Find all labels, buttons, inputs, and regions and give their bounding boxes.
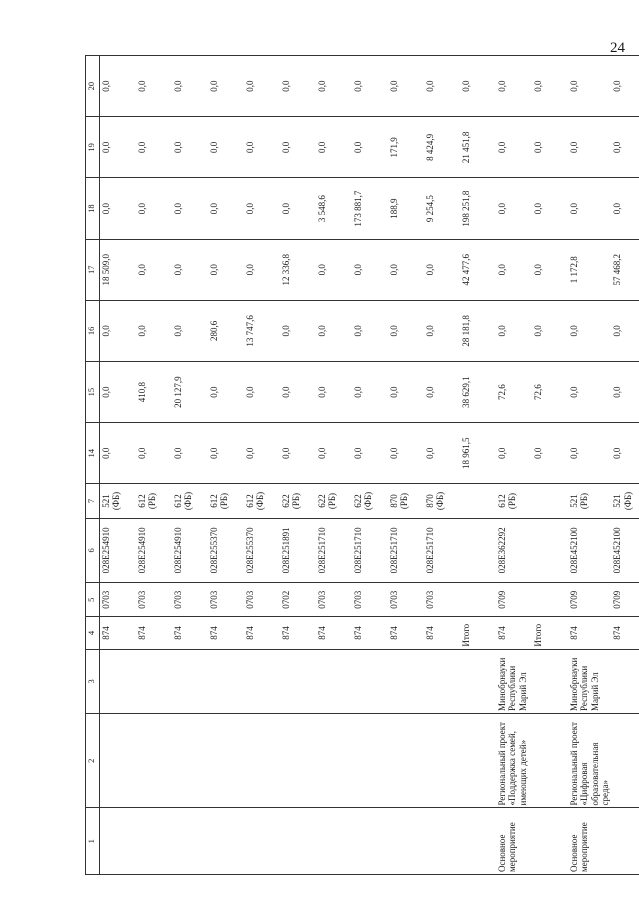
cell-c1: Основное мероприятие xyxy=(496,808,532,875)
value-cell: 0,0 xyxy=(280,117,316,178)
cell-c3: Минобрнауки Республики Марий Эл xyxy=(496,649,532,713)
value-cell: 0,0 xyxy=(280,178,316,239)
value-cell: 0,0 xyxy=(100,423,137,484)
value-cell: 0,0 xyxy=(388,239,424,300)
value-cell: 0,0 xyxy=(208,117,244,178)
cell-c4: 874 xyxy=(611,617,639,649)
value-cell: 0,0 xyxy=(136,117,172,178)
value-cell: 0,0 xyxy=(424,362,460,423)
value-cell: 0,0 xyxy=(496,178,532,239)
value-cell: 3 548,6 xyxy=(316,178,352,239)
header-row xyxy=(86,56,100,875)
value-cell: 0,0 xyxy=(611,362,639,423)
cell-c5 xyxy=(460,583,496,617)
cell-c4: 874 xyxy=(388,617,424,649)
table-row xyxy=(136,56,172,875)
value-cell: 0,0 xyxy=(244,362,280,423)
table-row xyxy=(100,56,137,875)
value-cell: 0,0 xyxy=(496,300,532,361)
table-row xyxy=(352,56,388,875)
cell-c3 xyxy=(100,649,137,713)
page-number: 24 xyxy=(610,40,625,56)
value-cell: 0,0 xyxy=(611,56,639,117)
cell-c4: 874 xyxy=(496,617,532,649)
value-cell: 72,6 xyxy=(496,362,532,423)
cell-c4: 874 xyxy=(244,617,280,649)
value-cell: 18 961,5 xyxy=(460,423,496,484)
cell-c3 xyxy=(460,649,496,713)
column-header: 14 xyxy=(86,423,100,484)
value-cell: 0,0 xyxy=(280,300,316,361)
cell-c6: 028E251710 xyxy=(424,518,460,582)
value-cell: 0,0 xyxy=(532,423,568,484)
value-cell: 0,0 xyxy=(316,56,352,117)
value-cell: 0,0 xyxy=(100,362,137,423)
value-cell: 188,9 xyxy=(388,178,424,239)
cell-c7 xyxy=(532,484,568,518)
value-cell: 0,0 xyxy=(172,239,208,300)
cell-c5: 0702 xyxy=(280,583,316,617)
column-header: 20 xyxy=(86,56,100,117)
value-cell: 0,0 xyxy=(352,239,388,300)
value-cell: 0,0 xyxy=(388,300,424,361)
value-cell: 0,0 xyxy=(611,423,639,484)
value-cell: 0,0 xyxy=(172,423,208,484)
column-header: 18 xyxy=(86,178,100,239)
cell-c3 xyxy=(244,649,280,713)
value-cell: 9 254,5 xyxy=(424,178,460,239)
value-cell: 0,0 xyxy=(352,117,388,178)
value-cell: 0,0 xyxy=(568,300,611,361)
column-header: 15 xyxy=(86,362,100,423)
value-cell: 0,0 xyxy=(568,423,611,484)
cell-c4: 874 xyxy=(136,617,172,649)
table-row xyxy=(208,56,244,875)
value-cell: 21 451,8 xyxy=(460,117,496,178)
value-cell: 0,0 xyxy=(496,117,532,178)
cell-c1 xyxy=(352,808,388,875)
cell-c4: 874 xyxy=(280,617,316,649)
value-cell: 12 336,8 xyxy=(280,239,316,300)
value-cell: 0,0 xyxy=(244,239,280,300)
cell-c6: 028E254910 xyxy=(172,518,208,582)
value-cell: 13 747,6 xyxy=(244,300,280,361)
cell-c7: 521 (ФБ) xyxy=(100,484,137,518)
cell-c7: 622 (РБ) xyxy=(280,484,316,518)
value-cell: 0,0 xyxy=(136,56,172,117)
value-cell: 0,0 xyxy=(568,117,611,178)
cell-c3 xyxy=(172,649,208,713)
cell-c7: 612 (РБ) xyxy=(136,484,172,518)
value-cell: 0,0 xyxy=(280,56,316,117)
table-row xyxy=(568,56,611,875)
value-cell: 0,0 xyxy=(208,178,244,239)
value-cell: 0,0 xyxy=(316,423,352,484)
cell-c7: 870 (РБ) xyxy=(388,484,424,518)
value-cell: 0,0 xyxy=(316,117,352,178)
value-cell: 0,0 xyxy=(424,56,460,117)
cell-c6: 028E251710 xyxy=(316,518,352,582)
cell-c5: 0703 xyxy=(316,583,352,617)
cell-c5: 0703 xyxy=(100,583,137,617)
cell-c1 xyxy=(388,808,424,875)
cell-c3: Минобрнауки Республики Марий Эл xyxy=(568,649,611,713)
budget-table xyxy=(85,55,639,875)
cell-c3 xyxy=(280,649,316,713)
cell-c2 xyxy=(136,714,172,808)
value-cell: 0,0 xyxy=(352,300,388,361)
cell-c6: 028E255370 xyxy=(244,518,280,582)
cell-c7 xyxy=(460,484,496,518)
cell-c1 xyxy=(244,808,280,875)
value-cell: 0,0 xyxy=(496,56,532,117)
cell-c5: 0703 xyxy=(244,583,280,617)
cell-c6 xyxy=(460,518,496,582)
cell-c5: 0703 xyxy=(388,583,424,617)
table-row xyxy=(611,56,639,875)
value-cell: 0,0 xyxy=(136,239,172,300)
table-row xyxy=(496,56,532,875)
cell-c3 xyxy=(136,649,172,713)
cell-c2 xyxy=(244,714,280,808)
cell-c2 xyxy=(280,714,316,808)
value-cell: 72,6 xyxy=(532,362,568,423)
cell-c6: 028E251710 xyxy=(388,518,424,582)
value-cell: 28 181,8 xyxy=(460,300,496,361)
cell-c2 xyxy=(460,714,496,808)
column-header: 16 xyxy=(86,300,100,361)
cell-c3 xyxy=(424,649,460,713)
cell-c1 xyxy=(280,808,316,875)
cell-c1 xyxy=(611,808,639,875)
cell-c7: 521 (ФБ) xyxy=(611,484,639,518)
value-cell: 0,0 xyxy=(280,362,316,423)
column-header: 1 xyxy=(86,808,100,875)
table-row xyxy=(388,56,424,875)
value-cell: 0,0 xyxy=(424,300,460,361)
cell-c4: Итого xyxy=(460,617,496,649)
cell-c5: 0703 xyxy=(424,583,460,617)
value-cell: 20 127,9 xyxy=(172,362,208,423)
cell-c2 xyxy=(100,714,137,808)
cell-c3 xyxy=(388,649,424,713)
value-cell: 18 509,0 xyxy=(100,239,137,300)
cell-c2: Региональный проект «Цифровая образовательная среда» xyxy=(568,714,611,808)
value-cell: 0,0 xyxy=(568,56,611,117)
cell-c2 xyxy=(611,714,639,808)
value-cell: 0,0 xyxy=(568,362,611,423)
value-cell: 0,0 xyxy=(424,423,460,484)
value-cell: 0,0 xyxy=(172,178,208,239)
cell-c4: 874 xyxy=(568,617,611,649)
value-cell: 57 468,2 xyxy=(611,239,639,300)
value-cell: 0,0 xyxy=(100,178,137,239)
cell-c5: 0709 xyxy=(496,583,532,617)
value-cell: 0,0 xyxy=(532,239,568,300)
cell-c7: 622 (ФБ) xyxy=(352,484,388,518)
cell-c4: 874 xyxy=(424,617,460,649)
cell-c5: 0709 xyxy=(568,583,611,617)
value-cell: 0,0 xyxy=(352,56,388,117)
value-cell: 0,0 xyxy=(136,178,172,239)
column-header: 4 xyxy=(86,617,100,649)
value-cell: 0,0 xyxy=(496,239,532,300)
value-cell: 0,0 xyxy=(316,362,352,423)
cell-c1 xyxy=(424,808,460,875)
cell-c1 xyxy=(316,808,352,875)
value-cell: 0,0 xyxy=(352,423,388,484)
cell-c7: 612 (ФБ) xyxy=(244,484,280,518)
cell-c6: 028E254910 xyxy=(136,518,172,582)
cell-c5: 0703 xyxy=(208,583,244,617)
cell-c4: Итого xyxy=(532,617,568,649)
cell-c2 xyxy=(172,714,208,808)
value-cell: 0,0 xyxy=(244,117,280,178)
value-cell: 0,0 xyxy=(244,178,280,239)
cell-c2 xyxy=(388,714,424,808)
column-header: 5 xyxy=(86,583,100,617)
value-cell: 38 629,1 xyxy=(460,362,496,423)
value-cell: 0,0 xyxy=(611,117,639,178)
cell-c1 xyxy=(460,808,496,875)
cell-c6 xyxy=(532,518,568,582)
cell-c4: 874 xyxy=(316,617,352,649)
value-cell: 198 251,8 xyxy=(460,178,496,239)
value-cell: 0,0 xyxy=(136,423,172,484)
cell-c2 xyxy=(316,714,352,808)
cell-c6: 028E452100 xyxy=(568,518,611,582)
column-header: 19 xyxy=(86,117,100,178)
value-cell: 0,0 xyxy=(532,56,568,117)
value-cell: 0,0 xyxy=(208,362,244,423)
cell-c6: 028E452100 xyxy=(611,518,639,582)
value-cell: 0,0 xyxy=(496,423,532,484)
cell-c1 xyxy=(532,808,568,875)
rotated-table-container xyxy=(85,55,633,875)
value-cell: 1 172,8 xyxy=(568,239,611,300)
column-header: 3 xyxy=(86,649,100,713)
value-cell: 0,0 xyxy=(208,423,244,484)
cell-c2 xyxy=(532,714,568,808)
value-cell: 0,0 xyxy=(136,300,172,361)
value-cell: 0,0 xyxy=(352,362,388,423)
value-cell: 0,0 xyxy=(244,56,280,117)
column-header: 17 xyxy=(86,239,100,300)
value-cell: 0,0 xyxy=(611,300,639,361)
table-row xyxy=(244,56,280,875)
cell-c4: 874 xyxy=(352,617,388,649)
value-cell: 0,0 xyxy=(460,56,496,117)
cell-c3 xyxy=(532,649,568,713)
value-cell: 0,0 xyxy=(100,56,137,117)
cell-c2 xyxy=(352,714,388,808)
cell-c7: 612 (ФБ) xyxy=(172,484,208,518)
cell-c3 xyxy=(316,649,352,713)
cell-c1: Основное мероприятие xyxy=(568,808,611,875)
cell-c6: 028E254910 xyxy=(100,518,137,582)
value-cell: 171,9 xyxy=(388,117,424,178)
value-cell: 0,0 xyxy=(172,300,208,361)
cell-c6: 028E251891 xyxy=(280,518,316,582)
table-row xyxy=(460,56,496,875)
value-cell: 0,0 xyxy=(532,300,568,361)
cell-c1 xyxy=(100,808,137,875)
value-cell: 0,0 xyxy=(244,423,280,484)
cell-c2 xyxy=(208,714,244,808)
value-cell: 0,0 xyxy=(208,239,244,300)
value-cell: 0,0 xyxy=(388,56,424,117)
value-cell: 0,0 xyxy=(532,117,568,178)
cell-c1 xyxy=(208,808,244,875)
cell-c5: 0703 xyxy=(172,583,208,617)
value-cell: 0,0 xyxy=(100,300,137,361)
cell-c5: 0703 xyxy=(136,583,172,617)
value-cell: 0,0 xyxy=(100,117,137,178)
cell-c5: 0703 xyxy=(352,583,388,617)
cell-c7: 612 (РБ) xyxy=(208,484,244,518)
cell-c2 xyxy=(424,714,460,808)
value-cell: 0,0 xyxy=(280,423,316,484)
value-cell: 410,8 xyxy=(136,362,172,423)
table-body xyxy=(100,56,639,875)
column-header: 2 xyxy=(86,714,100,808)
cell-c1 xyxy=(136,808,172,875)
value-cell: 0,0 xyxy=(388,362,424,423)
table-row xyxy=(424,56,460,875)
cell-c3 xyxy=(352,649,388,713)
cell-c5 xyxy=(532,583,568,617)
column-header: 7 xyxy=(86,484,100,518)
cell-c7: 870 (ФБ) xyxy=(424,484,460,518)
cell-c4: 874 xyxy=(172,617,208,649)
cell-c7: 612 (РБ) xyxy=(496,484,532,518)
cell-c1 xyxy=(172,808,208,875)
cell-c3 xyxy=(611,649,639,713)
value-cell: 0,0 xyxy=(316,300,352,361)
value-cell: 8 424,9 xyxy=(424,117,460,178)
value-cell: 0,0 xyxy=(568,178,611,239)
value-cell: 0,0 xyxy=(172,56,208,117)
value-cell: 280,6 xyxy=(208,300,244,361)
value-cell: 0,0 xyxy=(532,178,568,239)
cell-c2: Региональный проект «Поддержка семей, имеющих детей» xyxy=(496,714,532,808)
cell-c6: 028E362292 xyxy=(496,518,532,582)
value-cell: 0,0 xyxy=(172,117,208,178)
table-row xyxy=(532,56,568,875)
cell-c5: 0709 xyxy=(611,583,639,617)
column-header: 6 xyxy=(86,518,100,582)
value-cell: 173 881,7 xyxy=(352,178,388,239)
value-cell: 0,0 xyxy=(316,239,352,300)
value-cell: 0,0 xyxy=(424,239,460,300)
value-cell: 0,0 xyxy=(208,56,244,117)
cell-c4: 874 xyxy=(208,617,244,649)
cell-c7: 622 (РБ) xyxy=(316,484,352,518)
cell-c4: 874 xyxy=(100,617,137,649)
cell-c7: 521 (РБ) xyxy=(568,484,611,518)
value-cell: 0,0 xyxy=(611,178,639,239)
table-row xyxy=(316,56,352,875)
value-cell: 0,0 xyxy=(388,423,424,484)
cell-c3 xyxy=(208,649,244,713)
table-row xyxy=(280,56,316,875)
value-cell: 42 477,6 xyxy=(460,239,496,300)
table-row xyxy=(172,56,208,875)
cell-c6: 028E255370 xyxy=(208,518,244,582)
cell-c6: 028E251710 xyxy=(352,518,388,582)
